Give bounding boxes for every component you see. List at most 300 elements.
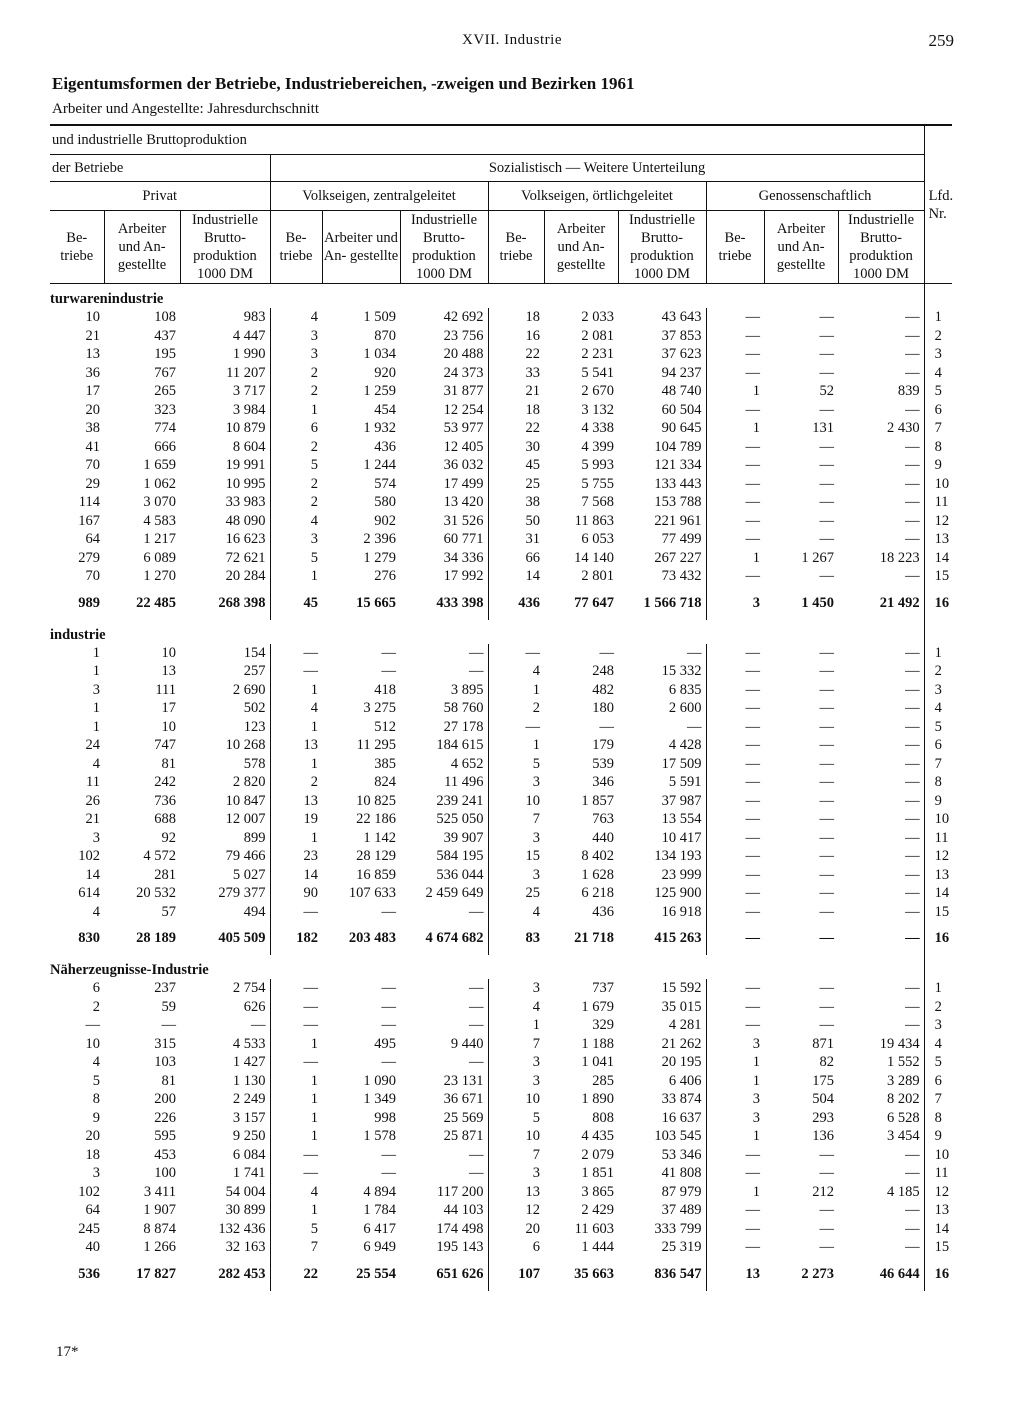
table-cell: 902 [374,512,396,529]
table-cell: 19 [270,810,322,829]
table-cell: 64 [85,1202,100,1219]
section-heading-row [50,284,952,309]
table-cell: — [706,681,764,700]
table-cell: 21 [488,382,544,401]
table-cell: 1 [706,382,764,401]
lfd-nr-cell: 9 [924,792,952,811]
table-cell: 16 918 [661,903,702,920]
table-cell: 4 338 [581,420,614,437]
table-cell: — [706,345,764,364]
table-cell: — [469,663,484,680]
table-cell: — [819,792,834,809]
lfd-spacer [924,284,952,309]
table-cell: — [599,718,614,735]
table-cell: 1 266 [143,1239,176,1256]
table-cell: — [905,531,920,548]
table-cell: — [819,1220,834,1237]
table-cell: 5 993 [581,457,614,474]
table-cell: — [819,494,834,511]
table-row [50,401,952,420]
lfd-nr-cell: 15 [924,903,952,922]
lfd-nr-cell: 5 [924,382,952,401]
table-row [50,979,952,998]
table-cell: 79 466 [225,848,266,865]
table-cell: 1 659 [143,457,176,474]
table-cell: — [819,998,834,1015]
lfd-nr-cell: 9 [924,456,952,475]
table-cell: — [270,1016,322,1035]
table-cell: — [381,980,396,997]
table-cell: 614 [78,885,100,902]
table-cell: — [469,1017,484,1034]
table-cell: 651 626 [436,1265,484,1282]
table-cell: 21 [85,811,100,828]
table-cell: 27 178 [443,718,484,735]
table-row [50,718,952,737]
table-cell: 10 847 [225,792,266,809]
table-cell: — [469,998,484,1015]
table-cell: 737 [592,980,614,997]
table-cell: 2 [270,773,322,792]
table-cell: — [819,364,834,381]
table-cell: 11 603 [574,1220,614,1237]
table-cell: 30 899 [225,1202,266,1219]
table-cell: 38 [488,493,544,512]
table-cell: 440 [592,829,614,846]
table-cell: 32 163 [225,1239,266,1256]
table-cell: 436 [374,438,396,455]
table-cell: 20 488 [443,346,484,363]
section-title: turwarenindustrie [50,291,164,307]
table-cell: 4 [92,1054,100,1071]
table-cell: 4 [92,903,100,920]
table-cell: 1 [706,1053,764,1072]
table-cell: 94 237 [661,364,702,381]
table-cell: 44 103 [443,1202,484,1219]
table-cell: 226 [154,1109,176,1126]
table-cell: 33 874 [661,1091,702,1108]
table-cell: 90 645 [661,420,702,437]
table-cell: — [706,847,764,866]
table-cell: — [706,662,764,681]
table-cell: — [488,644,544,663]
table-cell: 257 [243,663,266,680]
table-cell: 1 932 [363,420,396,437]
table-cell: 1 062 [143,475,176,492]
lfd-spacer [924,620,952,644]
table-cell: 1 [92,663,100,680]
table-cell: 10 995 [225,475,266,492]
table-cell: 1 628 [581,866,614,883]
table-cell: 42 692 [443,309,484,326]
lfd-nr-cell: 2 [924,327,952,346]
table-cell: 11 496 [444,774,484,791]
header-lfd-nr: Lfd. Nr. [924,125,952,284]
table-cell: 7 [488,810,544,829]
table-cell: 22 [270,1257,322,1291]
table-cell: — [706,810,764,829]
table-cell: 117 200 [436,1183,484,1200]
table-cell: 3 [488,1072,544,1091]
table-cell: 22 [488,419,544,438]
table-cell: 2 396 [363,531,396,548]
table-cell: 4 [270,699,322,718]
table-cell: — [905,980,920,997]
table-cell: — [706,718,764,737]
table-cell: 203 483 [348,930,396,946]
table-cell: 1 [488,736,544,755]
table-cell: 4 447 [232,327,266,344]
table-cell: 1 578 [363,1128,396,1145]
table-cell: — [819,811,834,828]
table-row [50,364,952,383]
table-cell: 2 249 [232,1091,266,1108]
table-cell: 22 485 [136,594,176,611]
table-cell: 1 [270,1072,322,1091]
table-cell: — [819,829,834,846]
table-cell: 2 430 [886,420,920,437]
table-cell: 6 417 [363,1220,396,1237]
table-cell: 37 623 [661,346,702,363]
table-cell: 15 665 [356,594,396,611]
table-cell: 1 [488,681,544,700]
table-cell: — [706,438,764,457]
table-cell: — [905,401,920,418]
table-cell: 22 186 [356,811,396,828]
table-cell: 5 591 [668,774,702,791]
table-cell: — [381,663,396,680]
table-cell: 70 [85,457,100,474]
table-cell: 10 268 [225,737,266,754]
table-cell: 1 244 [363,457,396,474]
table-cell: 18 [85,1146,100,1163]
table-cell: 494 [243,903,266,920]
table-cell: 9 250 [232,1128,266,1145]
table-row [50,1053,952,1072]
table-cell: 35 015 [661,998,702,1015]
table-cell: 70 [85,568,100,585]
table-cell: 28 189 [136,930,176,946]
table-cell: 767 [154,364,176,381]
table-cell: 5 [92,1072,100,1089]
table-cell: 584 195 [436,848,484,865]
table-cell: 8 402 [581,848,614,865]
table-cell: — [706,979,764,998]
table-cell: 4 281 [668,1017,702,1034]
lfd-nr-cell: 11 [924,829,952,848]
table-cell: 1 279 [363,549,396,566]
table-cell: 4 894 [363,1183,396,1200]
table-cell: 10 [488,1090,544,1109]
table-cell: — [819,346,834,363]
table-row [50,1035,952,1054]
table-cell: 13 [270,736,322,755]
table-cell: — [706,903,764,922]
lfd-nr-cell: 6 [924,1072,952,1091]
table-cell: — [819,438,834,455]
table-row [50,382,952,401]
table-row [50,810,952,829]
table-cell: 281 [154,866,176,883]
table-cell: 539 [592,755,614,772]
lfd-nr-cell: 1 [924,979,952,998]
table-row [50,1090,952,1109]
table-cell: 1 188 [581,1035,614,1052]
table-cell: 1 784 [363,1202,396,1219]
table-cell: 100 [154,1165,176,1182]
table-cell: 5 755 [581,475,614,492]
table-cell: 1 270 [143,568,176,585]
table-cell: 36 [85,364,100,381]
table-row [50,530,952,549]
table-cell: 6 089 [143,549,176,566]
table-cell: — [819,1165,834,1182]
table-cell: 35 663 [574,1265,614,1282]
table-cell: 1 552 [886,1054,920,1071]
table-cell: — [706,644,764,663]
table-cell: — [819,1017,834,1034]
table-cell: — [381,1146,396,1163]
table-cell: 8 604 [232,438,266,455]
table-cell: 31 526 [443,512,484,529]
table-cell: 3 [92,1165,100,1182]
table-cell: — [905,364,920,381]
table-cell: 293 [812,1109,834,1126]
table-cell: — [706,829,764,848]
table-cell: 1 [706,1072,764,1091]
table-cell: — [819,930,834,946]
table-cell: — [905,457,920,474]
lfd-nr-cell: 7 [924,755,952,774]
table-row [50,1109,952,1128]
table-cell: 4 533 [232,1035,266,1052]
table-cell: 4 [488,903,544,922]
table-cell: 20 [85,1128,100,1145]
table-cell: 9 440 [450,1035,484,1052]
table-cell: — [687,718,702,735]
table-cell: 3 [488,773,544,792]
table-cell: 1 427 [232,1054,266,1071]
table-cell: 6 218 [581,885,614,902]
table-cell: — [706,327,764,346]
table-cell: 385 [374,755,396,772]
table-cell: — [706,1220,764,1239]
table-row [50,1016,952,1035]
table-cell: 20 284 [225,568,266,585]
lfd-nr-cell: 10 [924,1146,952,1165]
table-row [50,1127,952,1146]
table-cell: — [905,327,920,344]
table-cell: 3 [706,1090,764,1109]
table-cell: — [819,737,834,754]
table-cell: 1 090 [363,1072,396,1089]
table-cell: 31 [488,530,544,549]
table-cell: — [905,903,920,920]
table-cell: 3 984 [232,401,266,418]
table-cell: 17 509 [661,755,702,772]
table-cell: 77 647 [574,594,614,611]
table-row [50,998,952,1017]
table-cell: — [381,998,396,1015]
lfd-nr-cell: 8 [924,1109,952,1128]
table-cell: 20 532 [136,885,176,902]
table-cell: — [706,699,764,718]
table-cell: 11 863 [574,512,614,529]
lfd-nr-cell: 16 [924,1257,952,1291]
table-cell: 1 [92,718,100,735]
table-cell: 983 [243,309,266,326]
table-cell: 167 [78,512,100,529]
table-cell: 102 [78,1183,100,1200]
table-cell: — [905,930,920,946]
table-cell: 60 771 [443,531,484,548]
table-cell: 19 991 [225,457,266,474]
table-cell: 103 [154,1054,176,1071]
table-cell: — [905,885,920,902]
table-cell: 33 983 [225,494,266,511]
table-cell: 3 [488,829,544,848]
table-cell: 92 [161,829,176,846]
table-row [50,736,952,755]
table-cell: 41 808 [661,1165,702,1182]
table-cell: — [706,475,764,494]
table-row [50,662,952,681]
table-cell: 18 [488,308,544,327]
table-cell: 1 041 [581,1054,614,1071]
table-row [50,475,952,494]
table-cell: 574 [374,475,396,492]
table-cell: — [819,718,834,735]
table-cell: — [905,1202,920,1219]
table-cell: 10 [488,792,544,811]
table-cell: 6 053 [581,531,614,548]
table-cell: 3 454 [886,1128,920,1145]
table-cell: 405 509 [218,930,266,946]
table-row [50,681,952,700]
table-title: Eigentumsformen der Betriebe, Industriebereichen, -zweigen und Bezirken 1961 [52,74,635,93]
table-cell: 5 [488,755,544,774]
table-cell: — [905,568,920,585]
table-cell: — [706,1146,764,1165]
table-cell: 134 193 [654,848,702,865]
table-cell: — [381,644,396,661]
table-cell: — [905,475,920,492]
table-cell: 17 499 [443,475,484,492]
table-cell: 5 [270,456,322,475]
table-cell: 839 [897,383,920,400]
table-cell: 83 [488,921,544,955]
table-cell: 1 [270,1109,322,1128]
table-cell: 245 [78,1220,100,1237]
table-cell: 3 289 [886,1072,920,1089]
table-cell: 3 [488,866,544,885]
table-cell: 3 [270,530,322,549]
lfd-nr-cell: 1 [924,644,952,663]
table-cell: 3 [706,1035,764,1054]
table-cell: 504 [812,1091,834,1108]
table-cell: — [905,512,920,529]
table-cell: 4 [488,662,544,681]
table-cell: 1 851 [581,1165,614,1182]
table-cell: 6 406 [668,1072,702,1089]
table-cell: 747 [154,737,176,754]
table-cell: 5 [270,1220,322,1239]
table-cell: 1 [706,549,764,568]
table-cell: 3 [270,327,322,346]
table-cell: 5 [488,1109,544,1128]
table-row [50,419,952,438]
table-cell: — [819,903,834,920]
table-cell: 3 [706,586,764,620]
table-cell: 182 [270,921,322,955]
table-cell: 1 857 [581,792,614,809]
table-cell: 1 741 [232,1165,266,1182]
table-cell: 10 879 [225,420,266,437]
lfd-nr-cell: 2 [924,998,952,1017]
table-cell: 7 [488,1146,544,1165]
table-cell: 2 459 649 [425,885,484,902]
table-cell: — [706,364,764,383]
lfd-nr-cell: 12 [924,847,952,866]
table-cell: 1 [270,567,322,586]
table-cell: — [270,1164,322,1183]
table-cell: — [819,885,834,902]
table-cell: — [270,644,322,663]
table-subtitle: Arbeiter und Angestellte: Jahresdurchschnitt [52,101,320,117]
table-row [50,1220,952,1239]
table-cell: 180 [592,700,614,717]
table-cell: 82 [819,1054,834,1071]
lfd-nr-cell: 10 [924,475,952,494]
lfd-nr-cell: 10 [924,810,952,829]
table-cell: 3 865 [581,1183,614,1200]
lfd-nr-cell: 13 [924,1201,952,1220]
table-cell: — [706,773,764,792]
table-row [50,549,952,568]
table-cell: 17 992 [443,568,484,585]
table-cell: — [819,1202,834,1219]
table-cell: — [905,700,920,717]
table-cell: 50 [488,512,544,531]
table-cell: 52 [819,383,834,400]
lfd-nr-cell: 8 [924,438,952,457]
col-arbeiter: Arbeiter und An- gestellte [764,211,838,284]
table-cell: 688 [154,811,176,828]
table-cell: 6 [488,1238,544,1257]
lfd-nr-cell: 8 [924,773,952,792]
table-cell: 53 977 [443,420,484,437]
table-cell: — [905,494,920,511]
table-cell: — [706,308,764,327]
table-cell: 4 428 [668,737,702,754]
table-cell: — [905,755,920,772]
table-cell: 57 [161,903,176,920]
table-cell: 265 [154,383,176,400]
table-cell: 2 429 [581,1202,614,1219]
running-head: XVII. Industrie [462,32,562,48]
table-cell: 415 263 [654,930,702,946]
table-cell: 25 554 [356,1265,396,1282]
lfd-nr-cell: 9 [924,1127,952,1146]
table-cell: 26 [85,792,100,809]
table-cell: 10 825 [356,792,396,809]
table-cell: 16 [488,327,544,346]
table-cell: — [819,848,834,865]
table-row [50,903,952,922]
table-cell: 453 [154,1146,176,1163]
table-row [50,755,952,774]
table-cell: — [706,1164,764,1183]
